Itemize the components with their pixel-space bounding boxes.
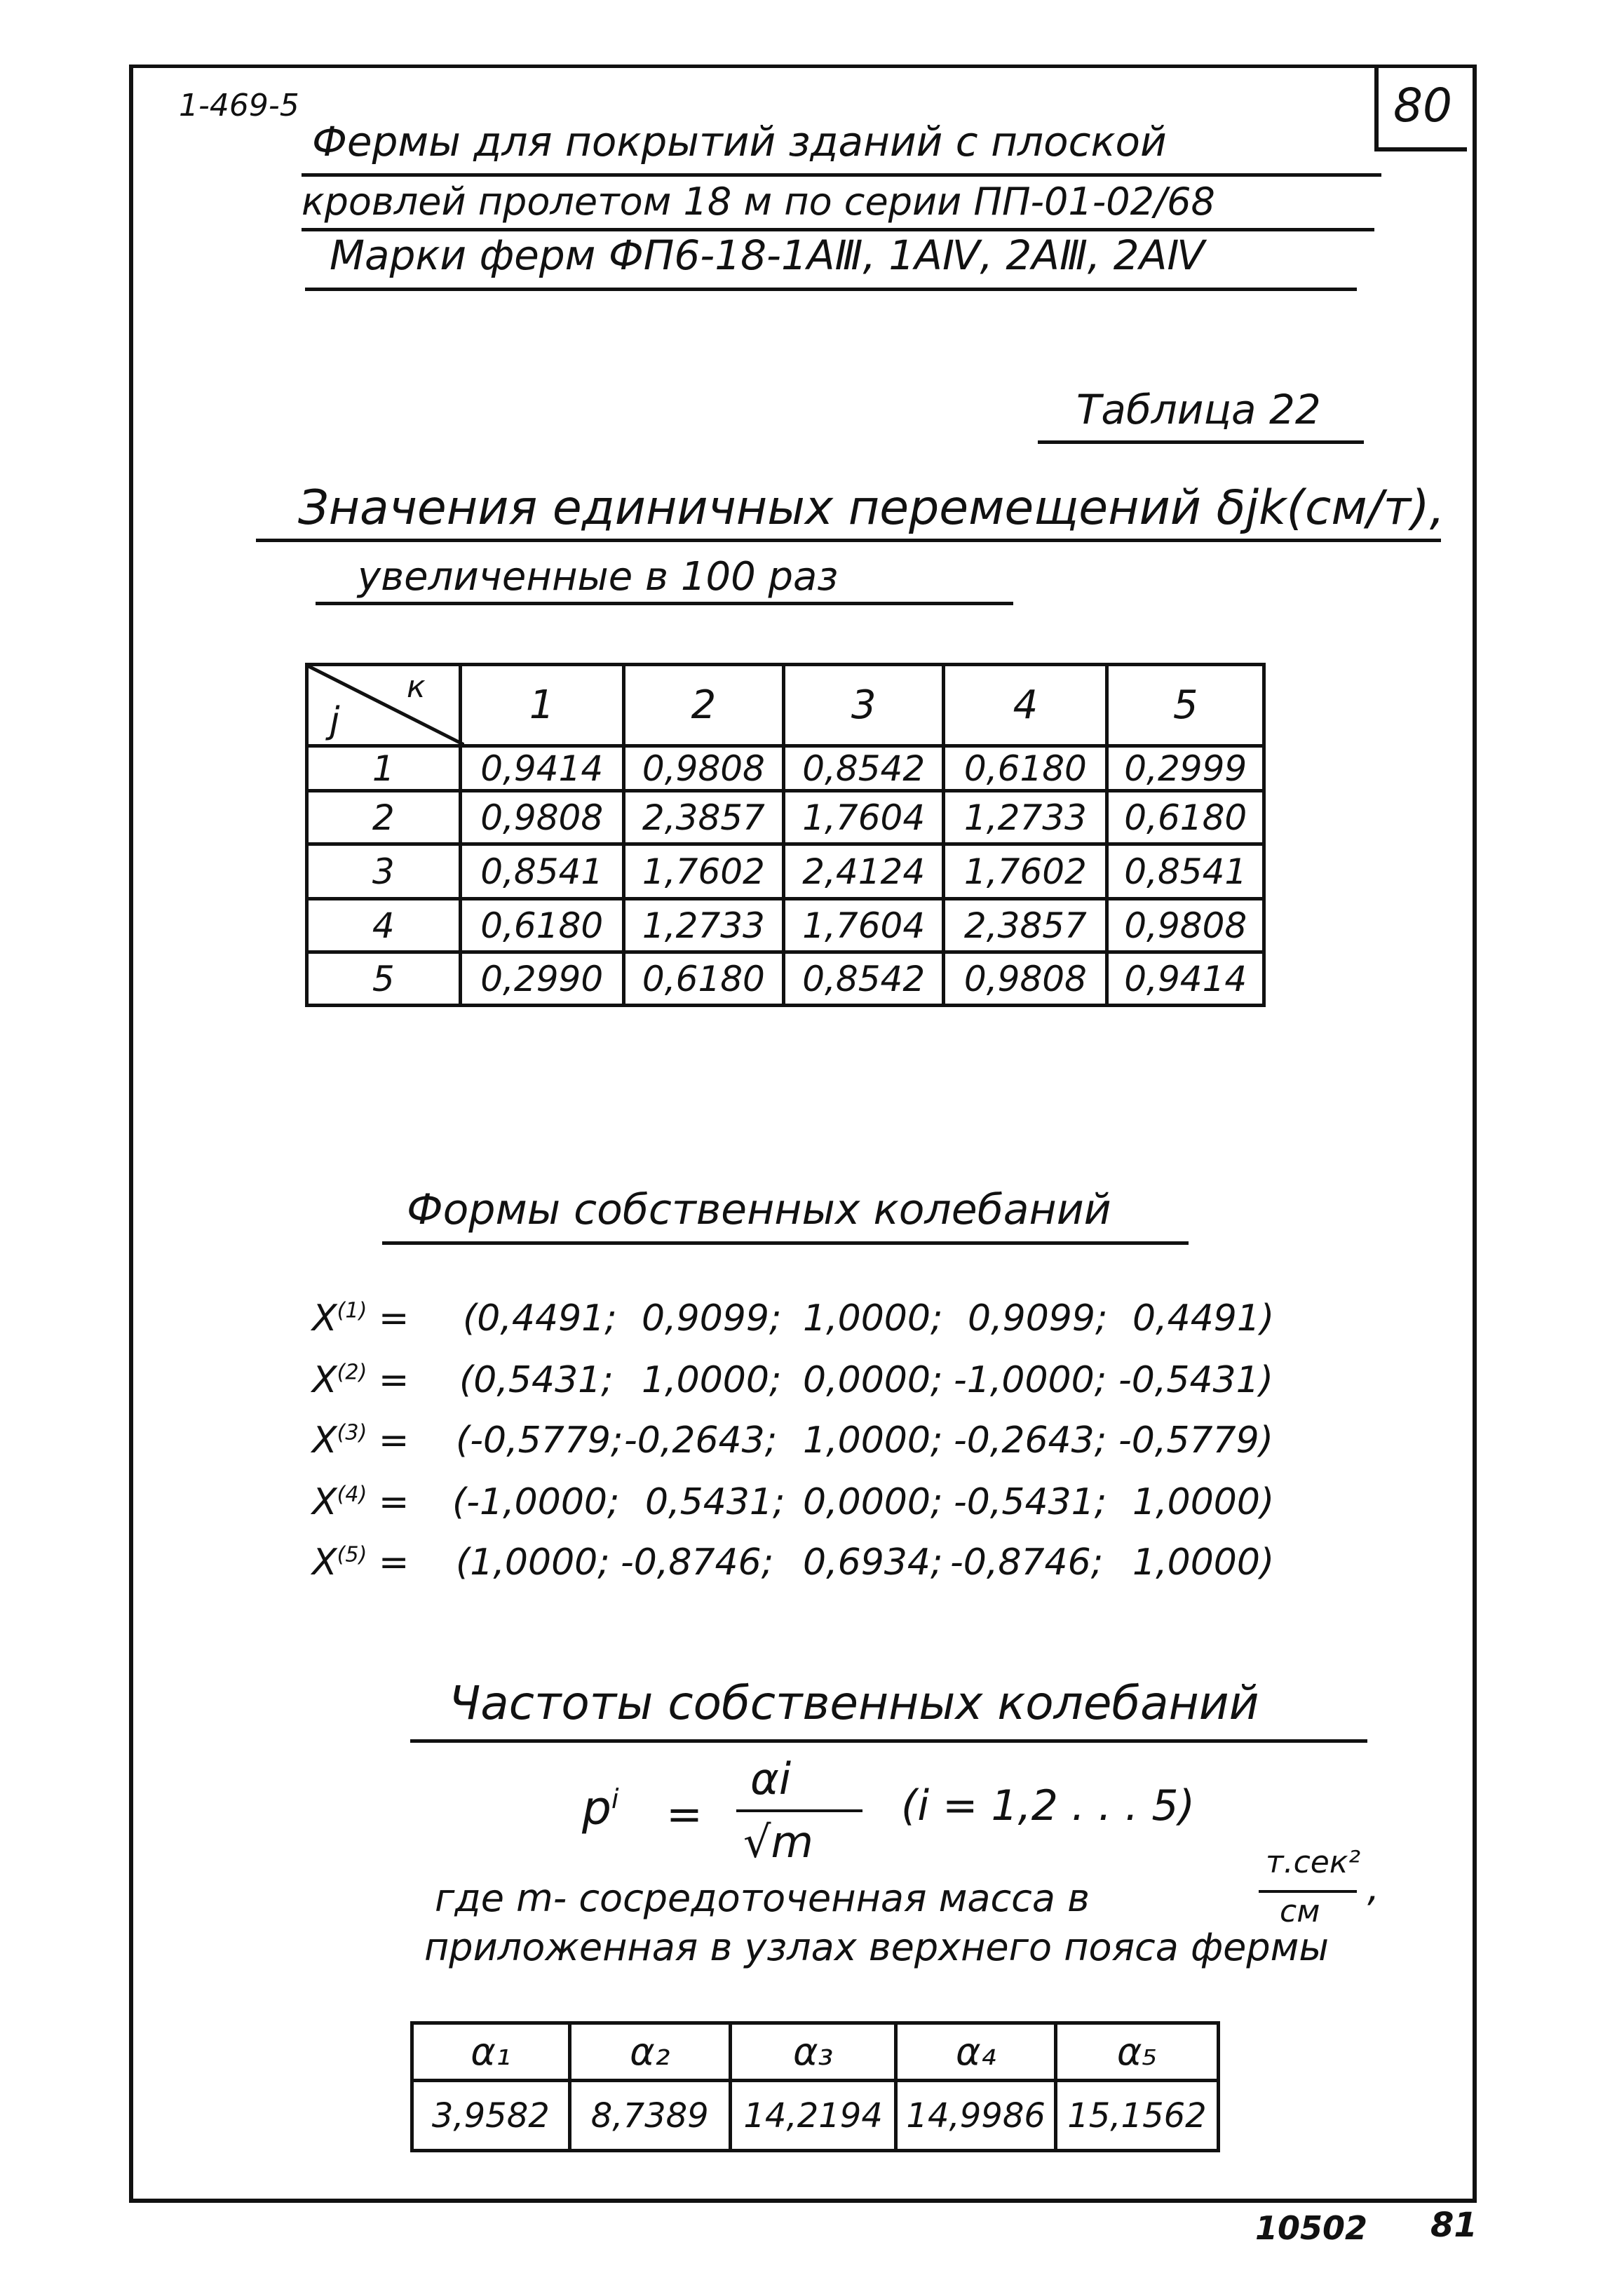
mode-value: 1,0000; <box>642 1359 782 1401</box>
table-cell: 0,9808 <box>944 952 1107 1006</box>
table-cell: 0,2990 <box>460 952 623 1006</box>
mode-value: -0,5779) <box>1118 1419 1273 1462</box>
mode-value: (-1,0000; <box>452 1481 620 1523</box>
table-row <box>307 791 1264 844</box>
table-row <box>307 746 1264 791</box>
formula-lhs: $p^i$ <box>582 1781 619 1835</box>
table-cell: 0,6180 <box>944 746 1107 791</box>
freq-title-underline <box>410 1739 1367 1743</box>
modes-title-underline <box>382 1241 1189 1245</box>
mode-value: -0,8746; <box>950 1541 1104 1584</box>
alpha-header: α₂ <box>569 2023 730 2081</box>
mode-value: (1,0000; <box>456 1541 610 1584</box>
table-cell: 0,6180 <box>460 899 623 952</box>
table-cell: 1,7604 <box>784 791 944 844</box>
table-cell: 0,8542 <box>784 746 944 791</box>
mode-value: 0,6934; <box>803 1541 943 1584</box>
mode-value: 0,9099; <box>968 1297 1108 1340</box>
mode-value: -0,5431; <box>954 1481 1107 1523</box>
alpha-value: 14,2194 <box>730 2081 896 2151</box>
formula-eq: = <box>666 1788 703 1840</box>
footer-sheet-number: 81 <box>1430 2206 1477 2245</box>
mode-label: $X^{(4)}$ = <box>312 1481 410 1523</box>
table-cell: 0,9414 <box>460 746 623 791</box>
table-cell: 2,3857 <box>623 791 783 844</box>
table-cell: 0,8542 <box>784 952 944 1006</box>
mode-label: $X^{(5)}$ = <box>312 1541 410 1584</box>
alpha-header: α₃ <box>730 2023 896 2081</box>
mode-label: $X^{(2)}$ = <box>312 1359 410 1401</box>
mode-value: 1,0000; <box>803 1419 943 1462</box>
mode-value: -0,5431) <box>1118 1359 1273 1401</box>
mode-value: 0,5431; <box>645 1481 785 1523</box>
table-cell: 1,2733 <box>944 791 1107 844</box>
col-header: 4 <box>944 665 1107 746</box>
table-cell: 0,9808 <box>460 791 623 844</box>
table-row <box>307 844 1264 899</box>
footer-doc-number: 10502 <box>1255 2209 1368 2247</box>
note-comma: , <box>1367 1865 1380 1910</box>
formula-denominator: √m <box>743 1816 813 1868</box>
mode-label: $X^{(3)}$ = <box>312 1419 410 1462</box>
heading-line2: кровлей пролетом 18 м по серии ПП-01-02/68 <box>302 180 1215 224</box>
table-cell: 0,6180 <box>623 952 783 1006</box>
alpha-header: α₄ <box>896 2023 1056 2081</box>
corner-j: j <box>330 700 340 742</box>
table-row <box>307 899 1264 952</box>
row-index: 5 <box>307 952 461 1006</box>
page-number: 80 <box>1393 79 1452 133</box>
row-index: 3 <box>307 844 461 899</box>
heading-underline3 <box>305 288 1357 291</box>
mode-value: -0,2643; <box>954 1419 1107 1462</box>
table-cell: 0,8541 <box>460 844 623 899</box>
table-title-underline1 <box>256 539 1441 542</box>
mode-value: (0,5431; <box>459 1359 614 1401</box>
col-header: 5 <box>1107 665 1264 746</box>
alpha-value: 14,9986 <box>896 2081 1056 2151</box>
mode-value: 0,4491) <box>1132 1297 1275 1340</box>
note-line2: приложенная в узлах верхнего пояса фермы <box>424 1925 1329 1969</box>
modes-title: Формы собственных колебаний <box>407 1185 1111 1234</box>
alpha-value: 8,7389 <box>569 2081 730 2151</box>
alpha-value: 3,9582 <box>412 2081 570 2151</box>
alpha-header: α₁ <box>412 2023 570 2081</box>
table-cell: 1,2733 <box>623 899 783 952</box>
page-number-box <box>1374 65 1467 151</box>
mode-value: 1,0000) <box>1132 1481 1275 1523</box>
table-title-underline2 <box>316 602 1013 605</box>
table-cell: 1,7602 <box>623 844 783 899</box>
alpha-header: α₅ <box>1055 2023 1218 2081</box>
note-unit-bar <box>1259 1890 1357 1893</box>
mode-value: 0,9099; <box>642 1297 782 1340</box>
row-index: 1 <box>307 746 461 791</box>
table-title-line1: Значения единичных перемещений δjk(см/т), <box>298 480 1445 536</box>
heading-underline1 <box>302 173 1381 177</box>
corner-code: 1-469-5 <box>179 88 299 123</box>
table-cell: 2,3857 <box>944 899 1107 952</box>
mode-value: 0,0000; <box>803 1481 943 1523</box>
corner-k: к <box>407 669 426 705</box>
col-header: 3 <box>784 665 944 746</box>
fraction-bar <box>736 1809 862 1812</box>
displacement-table <box>305 663 1266 1007</box>
table-row <box>307 952 1264 1006</box>
note-unit-numerator: т.сек² <box>1266 1844 1361 1880</box>
col-header: 1 <box>460 665 623 746</box>
alpha-header-row <box>412 2023 1219 2081</box>
table-cell: 1,7602 <box>944 844 1107 899</box>
row-index: 4 <box>307 899 461 952</box>
table-cell: 0,2999 <box>1107 746 1264 791</box>
table-title-line2: увеличенные в 100 раз <box>358 554 839 600</box>
table-label-underline <box>1038 440 1364 444</box>
table-cell: 0,9808 <box>1107 899 1264 952</box>
table-corner-cell <box>307 665 461 746</box>
mode-value: (0,4491; <box>463 1297 617 1340</box>
formula-range: (i = 1,2 . . . 5) <box>901 1781 1196 1830</box>
table-cell: 0,6180 <box>1107 791 1264 844</box>
table-cell: 0,8541 <box>1107 844 1264 899</box>
mode-value: 0,0000; <box>803 1359 943 1401</box>
table-cell: 1,7604 <box>784 899 944 952</box>
row-index: 2 <box>307 791 461 844</box>
formula-numerator: αi <box>750 1753 792 1804</box>
mode-value: 1,0000; <box>803 1297 943 1340</box>
note-unit-denominator: см <box>1280 1894 1320 1929</box>
table-header-row <box>307 665 1264 746</box>
table-cell: 0,9808 <box>623 746 783 791</box>
mode-value: 1,0000) <box>1132 1541 1275 1584</box>
heading-line3: Марки ферм ФП6-18-1АⅢ, 1АⅣ, 2АⅢ, 2АⅣ <box>330 231 1205 279</box>
col-header: 2 <box>623 665 783 746</box>
alpha-value: 15,1562 <box>1055 2081 1218 2151</box>
mode-value: -0,8746; <box>621 1541 774 1584</box>
mode-value: (-0,5779; <box>456 1419 623 1462</box>
alpha-value-row <box>412 2081 1219 2151</box>
table-label: Таблица 22 <box>1076 386 1321 433</box>
freq-title: Частоты собственных колебаний <box>449 1676 1259 1730</box>
alpha-table <box>410 2021 1220 2152</box>
table-cell: 0,9414 <box>1107 952 1264 1006</box>
mode-value: -1,0000; <box>954 1359 1107 1401</box>
table-cell: 2,4124 <box>784 844 944 899</box>
note-line1: где m- сосредоточенная масса в <box>435 1876 1090 1920</box>
mode-label: $X^{(1)}$ = <box>312 1297 410 1340</box>
heading-line1: Фермы для покрытий зданий с плоской <box>312 118 1167 166</box>
mode-value: -0,2643; <box>624 1419 778 1462</box>
